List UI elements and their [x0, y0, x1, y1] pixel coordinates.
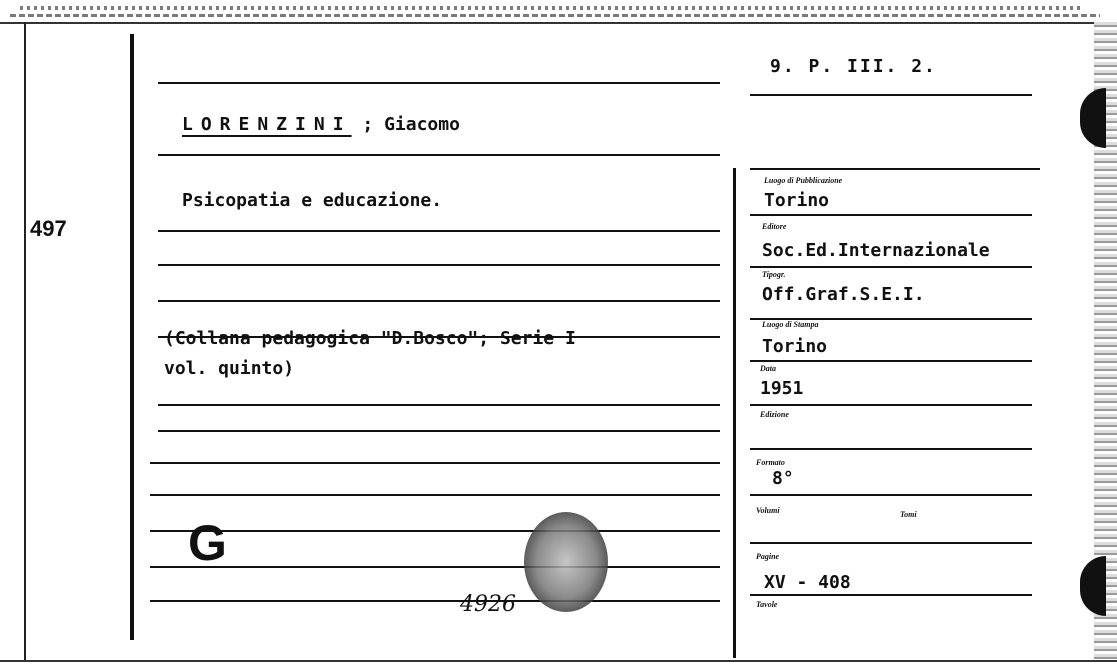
ruled-line: [150, 600, 720, 602]
author-surname: LORENZINI: [182, 114, 352, 135]
field-value-print-place: Torino: [762, 336, 828, 357]
field-rule: [750, 448, 1032, 450]
author-separator: ;: [362, 114, 374, 135]
ruled-line: [150, 566, 720, 568]
field-label-place: Luogo di Pubblicazione: [764, 176, 843, 185]
ruled-line: [158, 154, 720, 156]
field-rule: [750, 404, 1032, 406]
book-title: Psicopatia e educazione.: [182, 190, 443, 211]
handwritten-number: 4926: [460, 592, 516, 617]
field-rule: [750, 594, 1032, 596]
field-label-volumes: Volumi: [756, 506, 780, 515]
left-margin-number: 497: [30, 216, 67, 241]
scan-noise: [20, 6, 1080, 10]
series-line-1: (Collana pedagogica "D.Bosco"; Serie I: [164, 328, 576, 349]
field-label-printer: Tipogr.: [762, 270, 786, 279]
field-label-print-place: Luogo di Stampa: [762, 320, 819, 329]
ruled-line: [150, 494, 720, 496]
ruled-line: [158, 230, 720, 232]
field-label-plates: Tavole: [756, 600, 778, 609]
classification-mark: G: [188, 515, 227, 571]
field-value-place: Torino: [764, 190, 830, 211]
field-rule: [750, 360, 1032, 362]
top-scan-edge: [0, 0, 1117, 24]
field-value-publisher: Soc.Ed.Internazionale: [762, 240, 990, 261]
scan-noise: [10, 14, 1100, 17]
ruled-line: [158, 404, 720, 406]
bottom-scan-edge: [0, 660, 1117, 672]
field-rule: [750, 266, 1032, 268]
field-label-pages: Pagine: [756, 552, 780, 561]
ruled-line: [158, 82, 720, 84]
series-line-2: vol. quinto): [164, 358, 295, 379]
ruled-line: [750, 94, 1032, 96]
ink-stamp: [524, 512, 608, 612]
field-label-publisher: Editore: [762, 222, 787, 231]
call-number: 9. P. III. 2.: [770, 56, 937, 77]
box-top-rule: [750, 168, 1040, 170]
field-value-printer: Off.Graf.S.E.I.: [762, 284, 925, 305]
ruled-line: [158, 430, 720, 432]
margin-rule: [130, 34, 134, 640]
field-rule: [750, 494, 1032, 496]
field-label-edition: Edizione: [760, 410, 789, 419]
ruled-line: [158, 300, 720, 302]
field-value-date: 1951: [760, 378, 804, 399]
field-value-pages: XV - 408: [764, 572, 851, 593]
author-line: [182, 114, 460, 135]
field-label-tomes: Tomi: [900, 510, 917, 519]
ruled-line: [150, 462, 720, 464]
author-given-name: Giacomo: [384, 114, 460, 135]
field-value-format: 8°: [772, 468, 794, 489]
field-label-date: Data: [760, 364, 776, 373]
ruled-line: [150, 530, 720, 532]
ruled-line: [158, 264, 720, 266]
field-rule: [750, 542, 1032, 544]
field-rule: [750, 214, 1032, 216]
field-label-format: Formato: [756, 458, 785, 467]
